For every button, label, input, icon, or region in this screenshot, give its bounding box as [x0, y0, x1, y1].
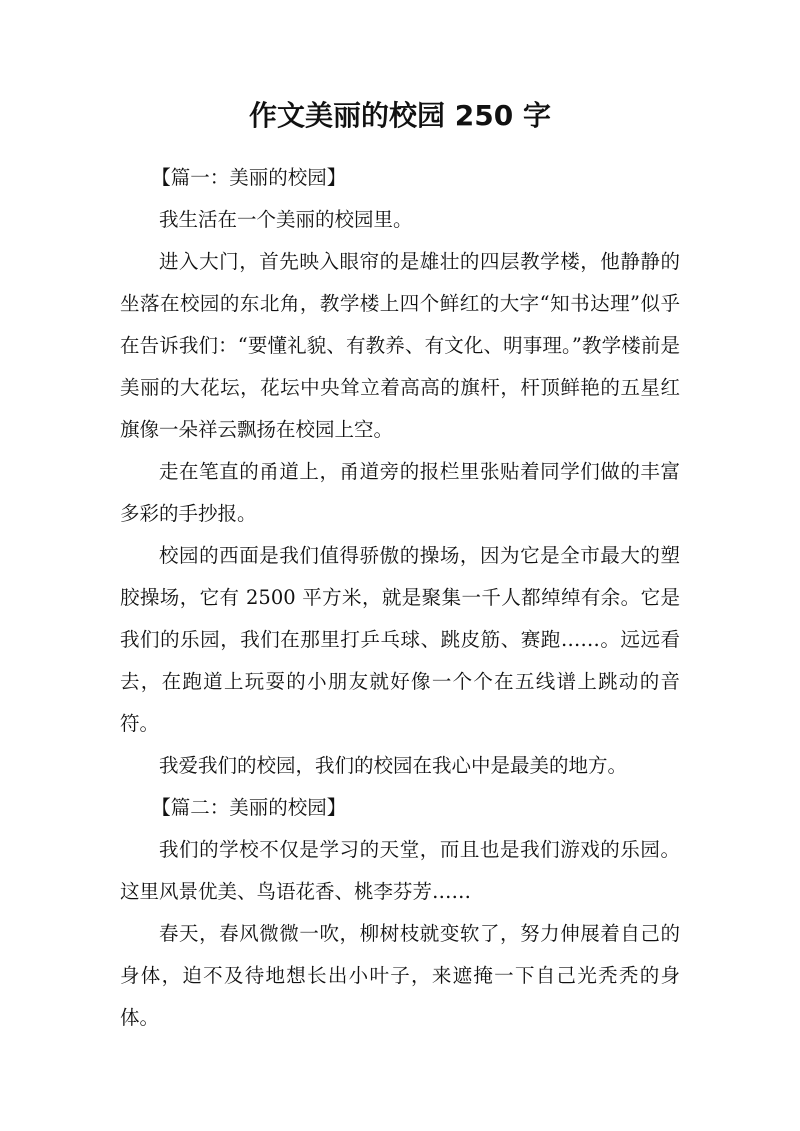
paragraph: 春天，春风微微一吹，柳树枝就变软了，努力伸展着自己的身体，迫不及待地想长出小叶子，来遮掩一下自己光秃秃的身体。	[120, 922, 680, 1029]
section-heading-1: 【篇一：美丽的校园】	[151, 166, 347, 189]
paragraph: 我们的学校不仅是学习的天堂，而且也是我们游戏的乐园。这里风景优美、鸟语花香、桃李芬芳……	[120, 838, 680, 903]
paragraph: 进入大门，首先映入眼帘的是雄壮的四层教学楼，他静静的坐落在校园的东北角，教学楼上四个鲜红的大字“知书达理”似乎在告诉我们：“要懂礼貌、有教养、有文化、明事理。”教学楼前是美丽的大花坛，花坛中央耸立着高高的旗杆，杆顶鲜艳的五星红旗像一朵祥云飘扬在校园上空。	[120, 250, 680, 441]
document-title: 作文美丽的校园 250 字	[249, 99, 551, 132]
paragraph: 我爱我们的校园，我们的校园在我心中是最美的地方。	[159, 754, 628, 777]
paragraph: 走在笔直的甬道上，甬道旁的报栏里张贴着同学们做的丰富多彩的手抄报。	[120, 460, 680, 525]
paragraph: 校园的西面是我们值得骄傲的操场，因为它是全市最大的塑胶操场，它有 2500 平方米，就是聚集一千人都绰绰有余。它是我们的乐园，我们在那里打乒乓球、跳皮筋、赛跑……。远远看去，在跑道上玩耍的小朋友就好像一个个在五线谱上跳动的音符。	[120, 544, 680, 735]
document-body	[120, 157, 680, 1039]
paragraph: 我生活在一个美丽的校园里。	[159, 208, 413, 231]
section-heading-2: 【篇二：美丽的校园】	[151, 796, 347, 819]
